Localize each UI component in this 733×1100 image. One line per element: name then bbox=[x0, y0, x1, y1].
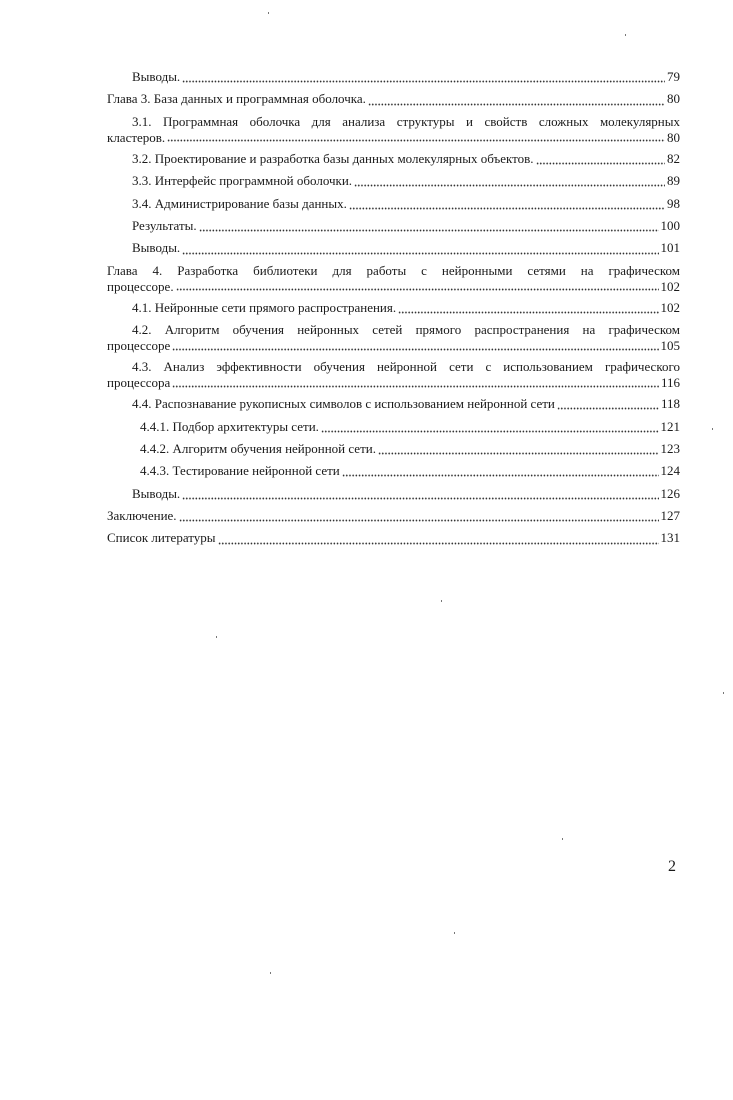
leader-dots bbox=[349, 196, 665, 212]
toc-entry-page: 80 bbox=[667, 129, 680, 145]
leader-dots bbox=[179, 508, 659, 524]
toc-entry-references bbox=[107, 527, 680, 549]
leader-dots bbox=[182, 241, 658, 257]
toc-entry-page: 127 bbox=[660, 508, 680, 524]
toc-entry-label: Выводы. bbox=[132, 485, 181, 501]
leader-dots bbox=[172, 376, 659, 392]
toc-entry-label: Выводы. bbox=[132, 240, 181, 256]
toc-entry-label: Список литературы bbox=[107, 530, 216, 546]
page-number: 2 bbox=[668, 858, 676, 875]
leader-dots bbox=[182, 486, 658, 502]
toc-entry-3-1 bbox=[107, 114, 680, 148]
scan-speck bbox=[562, 838, 563, 840]
leader-dots bbox=[378, 441, 659, 457]
toc-entry-page: 123 bbox=[660, 440, 680, 456]
toc-entry-4-1 bbox=[107, 297, 680, 319]
toc-entry-page: 105 bbox=[660, 338, 680, 354]
toc-entry-3-2 bbox=[107, 148, 680, 170]
leader-dots bbox=[536, 151, 665, 167]
toc-entry-conclusions-ch3 bbox=[107, 237, 680, 259]
toc-entry-4-4-1 bbox=[107, 416, 680, 438]
toc-entry-label-line2: процессора bbox=[107, 375, 171, 391]
toc-entry-label: 4.4.3. Тестирование нейронной сети bbox=[140, 463, 340, 479]
leader-dots bbox=[182, 69, 665, 85]
toc-entry-label-line2: процессоре bbox=[107, 338, 171, 354]
toc-entry-line2 bbox=[107, 129, 680, 148]
leader-dots bbox=[398, 300, 658, 316]
toc-entry-page: 101 bbox=[660, 240, 680, 256]
toc-entry-label: 3.3. Интерфейс программной оболочки. bbox=[132, 173, 353, 189]
toc-entry-chapter-3 bbox=[107, 88, 680, 110]
toc-entry-label: 3.2. Проектирование и разработка базы данных молекулярных объектов. bbox=[132, 150, 534, 166]
toc-entry-page: 126 bbox=[660, 485, 680, 501]
toc-entry-4-4 bbox=[107, 393, 680, 415]
toc-entry-conclusion bbox=[107, 505, 680, 527]
scan-speck bbox=[216, 636, 217, 638]
toc-entry-3-4 bbox=[107, 193, 680, 215]
leader-dots bbox=[167, 130, 665, 146]
leader-dots bbox=[176, 279, 659, 295]
scan-speck bbox=[270, 972, 271, 974]
toc-entry-label: Выводы. bbox=[132, 69, 181, 84]
toc-entry-conclusions-ch2 bbox=[107, 66, 680, 88]
toc-entry-label: Глава 3. База данных и программная оболочка. bbox=[107, 91, 366, 107]
scan-speck bbox=[723, 692, 724, 694]
leader-dots bbox=[342, 463, 659, 479]
toc-entry-4-4-2 bbox=[107, 438, 680, 460]
toc-entry-page: 121 bbox=[660, 418, 680, 434]
toc-entry-page: 116 bbox=[660, 375, 680, 391]
toc-entry-4-4-3 bbox=[107, 460, 680, 482]
toc-entry-page: 118 bbox=[660, 396, 680, 412]
toc-entry-label-line2: процессоре. bbox=[107, 278, 174, 294]
toc-entry-label-line1: 4.2. Алгоритм обучения нейронных сетей прямого распространения на графическом bbox=[132, 322, 680, 338]
toc-entry-page: 131 bbox=[660, 530, 680, 546]
toc-entry-3-3 bbox=[107, 170, 680, 192]
scan-speck bbox=[441, 600, 442, 602]
toc-entry-label: Заключение. bbox=[107, 508, 177, 524]
toc-entry-page: 79 bbox=[667, 69, 680, 84]
leader-dots bbox=[218, 531, 659, 547]
leader-dots bbox=[354, 173, 665, 189]
table-of-contents bbox=[107, 66, 680, 550]
scan-speck bbox=[454, 932, 455, 934]
toc-entry-results-ch3 bbox=[107, 215, 680, 237]
toc-entry-4-3 bbox=[107, 359, 680, 393]
toc-entry-label: 4.4. Распознавание рукописных символов с использованием нейронной сети bbox=[132, 396, 555, 412]
toc-entry-page: 98 bbox=[667, 195, 680, 211]
toc-entry-label-line2: кластеров. bbox=[107, 129, 166, 145]
toc-entry-page: 102 bbox=[660, 299, 680, 315]
leader-dots bbox=[172, 339, 658, 355]
toc-entry-chapter-4 bbox=[107, 263, 680, 297]
toc-entry-label-line1: 4.3. Анализ эффективности обучения нейронной сети с использованием графического bbox=[132, 359, 680, 375]
toc-entry-label: 4.1. Нейронные сети прямого распространения. bbox=[132, 299, 397, 315]
toc-entry-label-line1: 3.1. Программная оболочка для анализа структуры и свойств сложных молекулярных bbox=[132, 113, 680, 129]
toc-entry-page: 82 bbox=[667, 150, 680, 166]
toc-entry-4-2 bbox=[107, 322, 680, 356]
scan-speck bbox=[268, 12, 269, 14]
leader-dots bbox=[368, 92, 665, 108]
toc-entry-page: 89 bbox=[667, 173, 680, 189]
toc-entry-page: 100 bbox=[660, 217, 680, 233]
scan-speck bbox=[625, 34, 626, 36]
toc-entry-page: 80 bbox=[667, 91, 680, 107]
leader-dots bbox=[557, 396, 659, 412]
toc-entry-line2 bbox=[107, 278, 680, 297]
scan-speck bbox=[712, 428, 713, 430]
toc-entry-label: 3.4. Администрирование базы данных. bbox=[132, 195, 347, 211]
toc-entry-page: 124 bbox=[660, 463, 680, 479]
leader-dots bbox=[199, 218, 659, 234]
leader-dots bbox=[321, 419, 659, 435]
toc-entry-page: 102 bbox=[660, 278, 680, 294]
toc-entry-label-line1: Глава 4. Разработка библиотеки для работы с нейронными сетями на графическом bbox=[107, 262, 680, 278]
toc-entry-label: 4.4.1. Подбор архитектуры сети. bbox=[140, 418, 319, 434]
toc-entry-line2 bbox=[107, 374, 680, 393]
toc-entry-label: 4.4.2. Алгоритм обучения нейронной сети. bbox=[140, 440, 376, 456]
toc-entry-label: Результаты. bbox=[132, 217, 197, 233]
toc-entry-line2 bbox=[107, 337, 680, 356]
toc-entry-conclusions-ch4 bbox=[107, 483, 680, 505]
